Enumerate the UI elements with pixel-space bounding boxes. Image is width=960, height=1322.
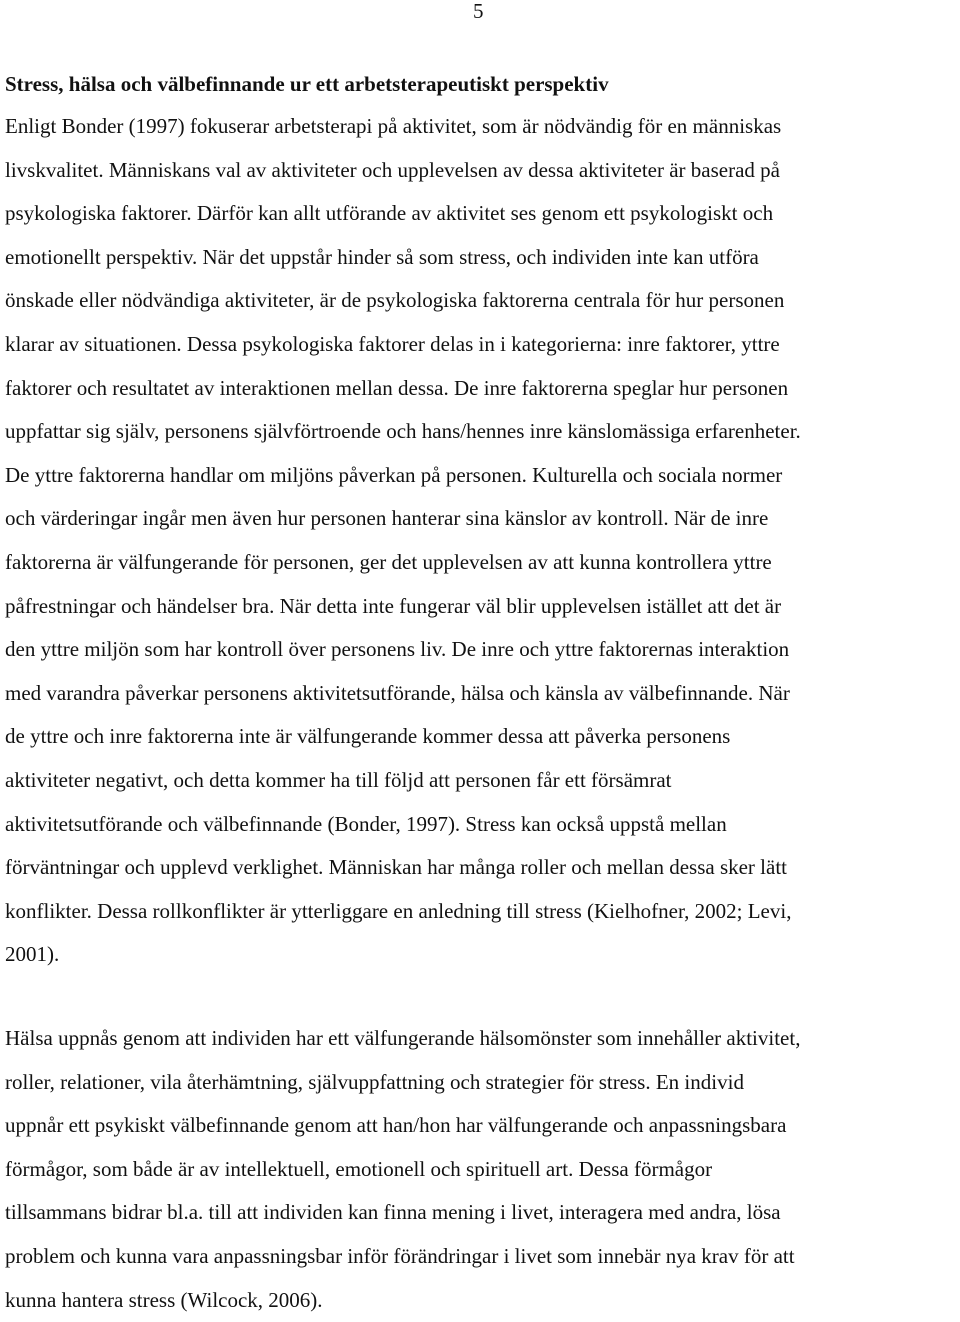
paragraph-1	[5, 105, 960, 977]
text-line: faktorerna är välfungerande för personen, ger det upplevelsen av att kunna kontrollera yttre	[5, 549, 772, 574]
text-line: Hälsa uppnås genom att individen har ett välfungerande hälsomönster som innehåller aktivitet,	[5, 1026, 801, 1050]
text-line: De yttre faktorerna handlar om miljöns påverkan på personen. Kulturella och sociala normer	[5, 462, 783, 487]
text-line: roller, relationer, vila återhämtning, självuppfattning och strategier för stress. En individ	[5, 1069, 744, 1094]
text-line: förväntningar och upplevd verklighet. Människan har många roller och mellan dessa sker lätt	[5, 855, 788, 880]
text-line: aktiviteter negativt, och detta kommer ha till följd att personen får ett försämrat	[5, 767, 672, 792]
text-line: önskade eller nödvändiga aktiviteter, är de psykologiska faktorerna centrala för hur personen	[5, 288, 785, 313]
text-line: förmågor, som både är av intellektuell, emotionell och spirituell art. Dessa förmågor	[5, 1156, 713, 1181]
text-line: påfrestningar och händelser bra. När detta inte fungerar väl blir upplevelsen istället att det är	[5, 593, 782, 618]
text-line: aktivitetsutförande och välbefinnande (Bonder, 1997). Stress kan också uppstå mellan	[5, 811, 727, 836]
text-line: konflikter. Dessa rollkonflikter är ytterliggare en anledning till stress (Kielhofner, 2002; Levi,	[5, 898, 792, 923]
text-line: de yttre och inre faktorerna inte är välfungerande kommer dessa att påverka personens	[5, 724, 731, 749]
page-number: 5	[473, 0, 484, 23]
text-line: 2001).	[5, 942, 60, 967]
text-line: kunna hantera stress (Wilcock, 2006).	[5, 1287, 323, 1312]
text-line: uppfattar sig själv, personens självförtroende och hans/hennes inre känslomässiga erfarenheter.	[5, 419, 801, 444]
text-line: problem och kunna vara anpassningsbar inför förändringar i livet som innebär nya krav för att	[5, 1243, 795, 1268]
section-heading: Stress, hälsa och välbefinnande ur ett arbetsterapeutiskt perspektiv	[5, 72, 609, 96]
text-line: emotionellt perspektiv. När det uppstår hinder så som stress, och individen inte kan utföra	[5, 244, 759, 269]
text-line: tillsammans bidrar bl.a. till att individen kan finna mening i livet, interagera med andra, lösa	[5, 1200, 781, 1225]
text-line: med varandra påverkar personens aktivitetsutförande, hälsa och känsla av välbefinnande. När	[5, 680, 790, 705]
text-line: klarar av situationen. Dessa psykologiska faktorer delas in i kategorierna: inre faktorer, yttre	[5, 331, 780, 356]
paragraph-2	[5, 1017, 960, 1322]
text-line: uppnår ett psykiskt välbefinnande genom att han/hon har välfungerande och anpassningsbara	[5, 1113, 787, 1138]
text-line: och värderingar ingår men även hur personen hanterar sina känslor av kontroll. När de inre	[5, 506, 769, 531]
text-line: den yttre miljön som har kontroll över personens liv. De inre och yttre faktorernas interaktion	[5, 637, 790, 662]
text-line: psykologiska faktorer. Därför kan allt utförande av aktivitet ses genom ett psykologiskt och	[5, 201, 774, 226]
text-line: livskvalitet. Människans val av aktiviteter och upplevelsen av dessa aktiviteter är baserad på	[5, 157, 780, 182]
text-line: Enligt Bonder (1997) fokuserar arbetsterapi på aktivitet, som är nödvändig för en människas	[5, 114, 782, 138]
text-line: faktorer och resultatet av interaktionen mellan dessa. De inre faktorerna speglar hur personen	[5, 375, 789, 400]
